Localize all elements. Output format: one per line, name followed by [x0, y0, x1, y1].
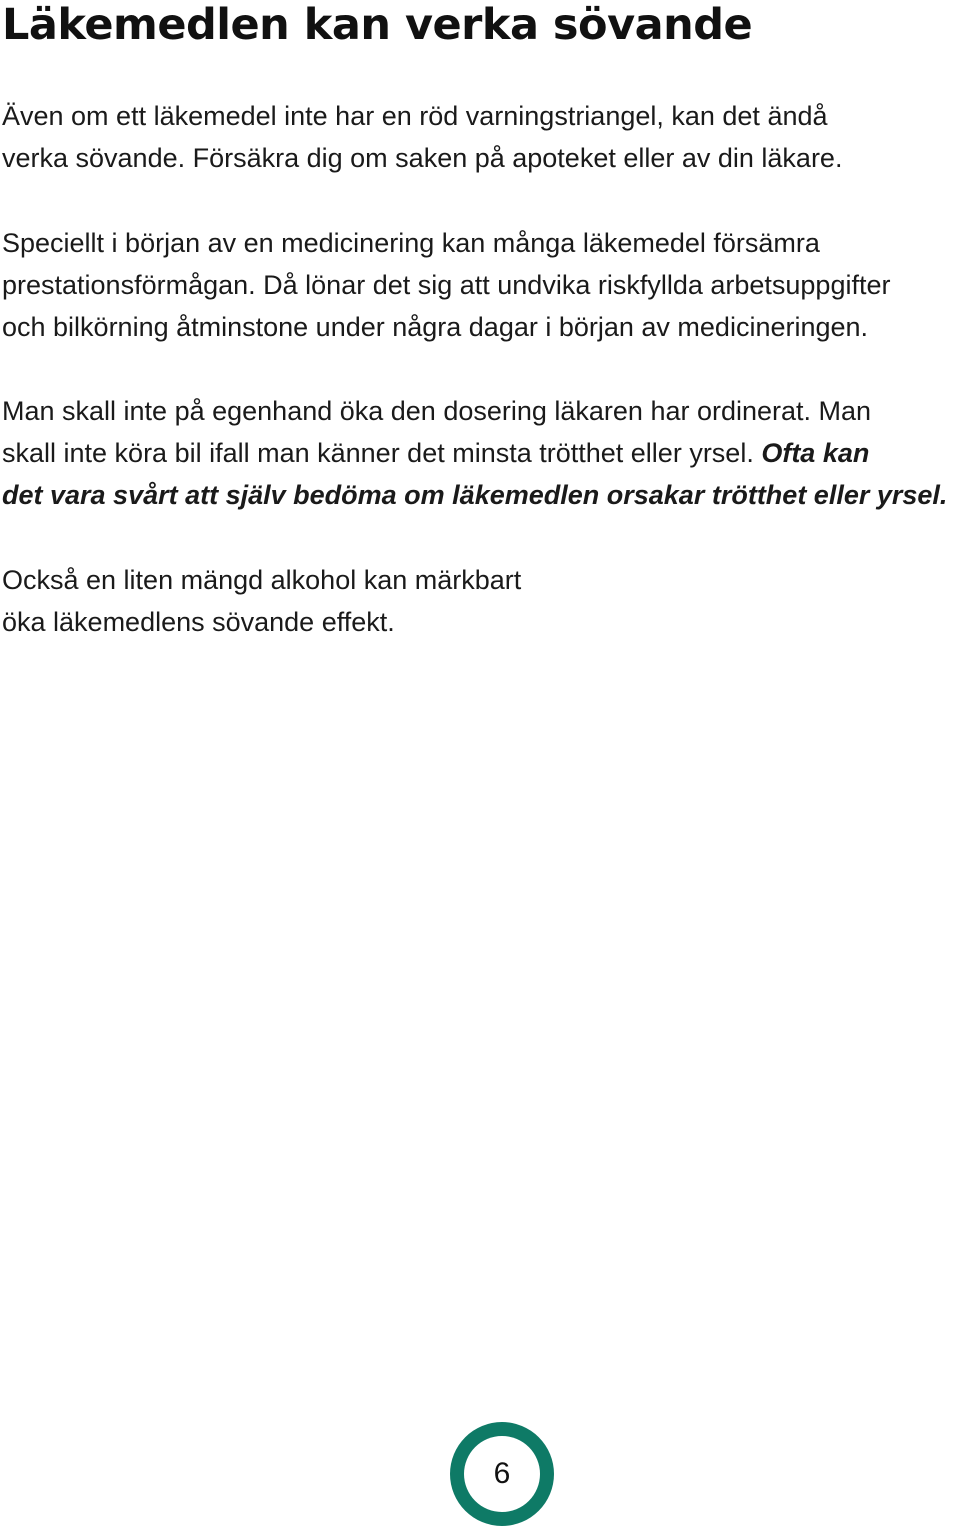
paragraph-emphasis: Ofta kan det vara svårt att själv bedöma om läkemedlen orsakar trötthet eller yrsel. — [2, 438, 948, 510]
page-number: 6 — [493, 1457, 511, 1490]
paragraph-text: Man skall inte på egenhand öka den dosering läkaren har ordinerat. Man skall inte köra bil ifall man känner det minsta trötthet eller yrsel. — [2, 396, 872, 468]
paragraph-start-of-medication — [2, 222, 960, 348]
paragraph-alcohol — [2, 559, 702, 643]
page-number-badge — [450, 1422, 554, 1526]
paragraph-dosage — [2, 390, 960, 516]
page-title: Läkemedlen kan verka sövande — [2, 0, 753, 50]
page-number-circle — [464, 1436, 540, 1512]
paragraph-text: Även om ett läkemedel inte har en röd varningstriangel, kan det ändå verka sövande. Försäkra dig om saken på apoteket eller av din läkare. — [2, 101, 843, 173]
paragraph-text: Också en liten mängd alkohol kan märkbart öka läkemedlens sövande effekt. — [2, 565, 522, 637]
paragraph-warning-triangle — [2, 95, 932, 179]
paragraph-text: Speciellt i början av en medicinering kan många läkemedel försämra prestationsförmågan. Då lönar det sig att undvika riskfyllda arbetsuppgifter och bilkörning åtminstone under några dagar i början av medicineringen. — [2, 228, 891, 342]
